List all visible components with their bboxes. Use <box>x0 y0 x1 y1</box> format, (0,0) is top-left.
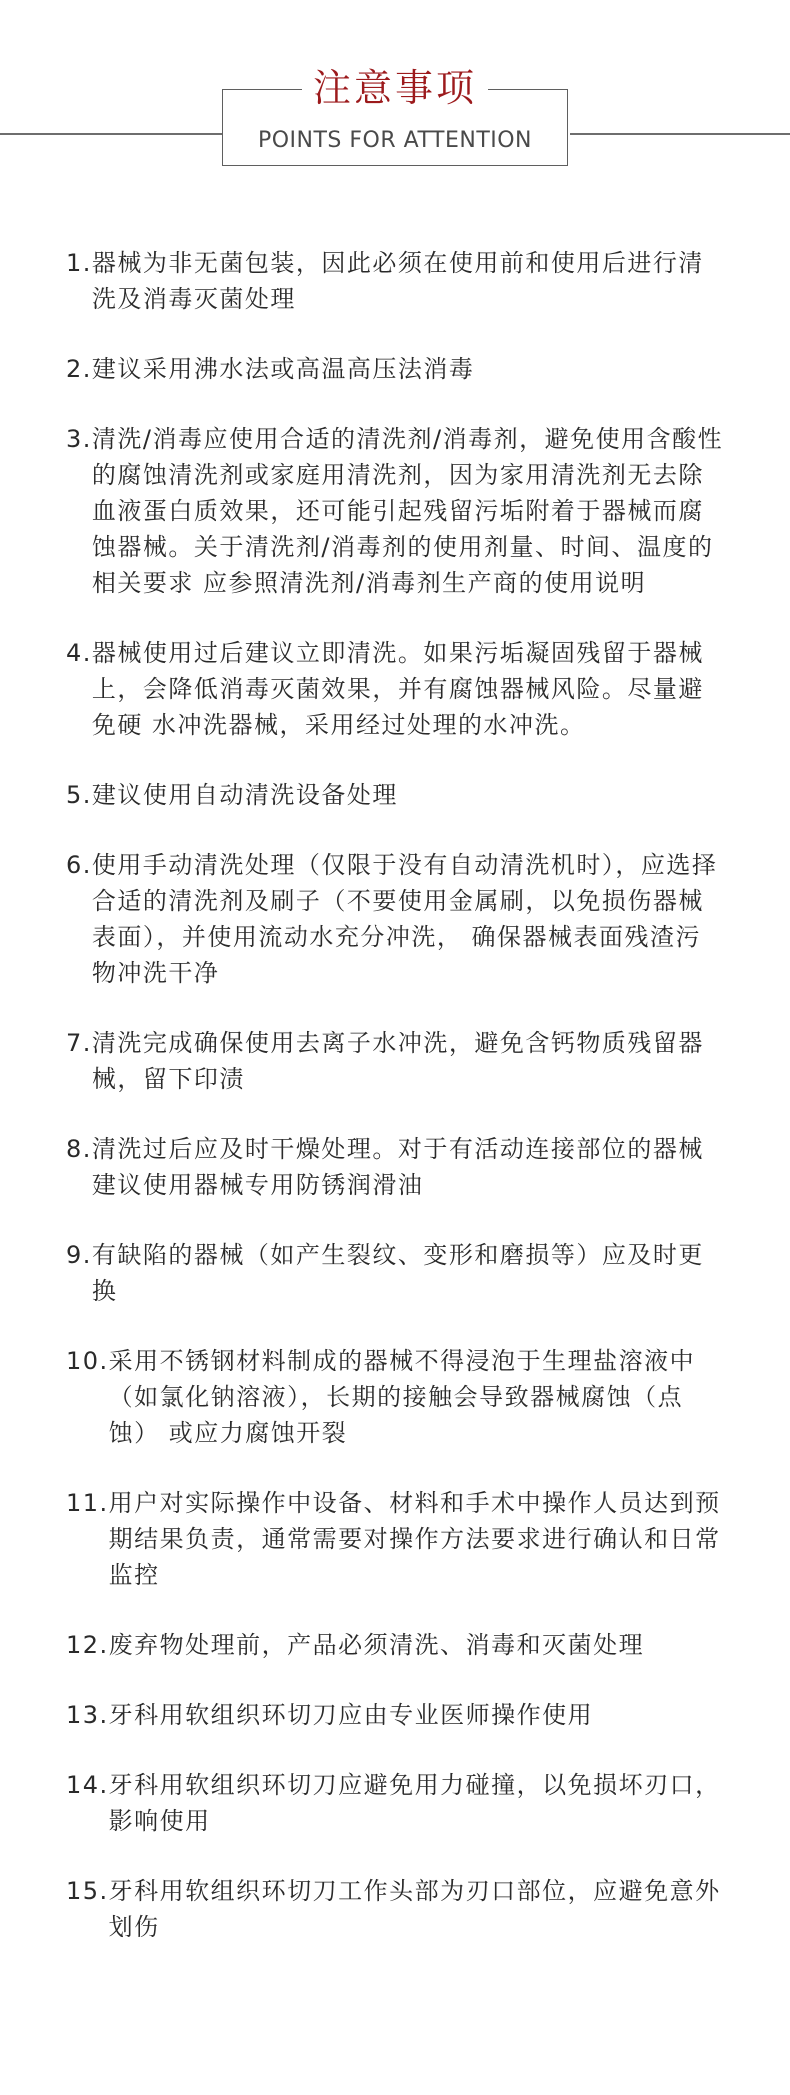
list-item <box>66 1767 726 1839</box>
list-item <box>66 1237 726 1309</box>
item-number: 8. <box>66 1135 92 1163</box>
attention-list <box>66 245 726 1979</box>
item-text: 牙科用软组织环切刀应由专业医师操作使用 <box>108 1701 594 1729</box>
list-item <box>66 1485 726 1593</box>
list-item <box>66 351 726 387</box>
item-text: 清洗/消毒应使用合适的清洗剂/消毒剂，避免使用含酸性的腐蚀清洗剂或家庭用清洗剂，因为家用清洗剂无去除血液蛋白质效果，还可能引起残留污垢附着于器械而腐蚀器械。关于清洗剂/消毒剂的使用剂量、时间、温度的相关要求 应参照清洗剂/消毒剂生产商的使用说明 <box>91 425 724 597</box>
list-item <box>66 1025 726 1097</box>
list-item <box>66 1343 726 1451</box>
list-item <box>66 1627 726 1663</box>
item-number: 14. <box>66 1771 109 1799</box>
list-item <box>66 1131 726 1203</box>
item-text: 建议使用自动清洗设备处理 <box>91 781 398 809</box>
item-number: 4. <box>66 639 92 667</box>
list-item <box>66 1697 726 1733</box>
item-text: 器械为非无菌包装，因此必须在使用前和使用后进行清洗及消毒灭菌处理 <box>91 249 704 313</box>
header <box>0 0 790 180</box>
item-number: 15. <box>66 1877 109 1905</box>
item-number: 5. <box>66 781 92 809</box>
list-item <box>66 777 726 813</box>
item-text: 清洗完成确保使用去离子水冲洗，避免含钙物质残留器械，留下印渍 <box>91 1029 704 1093</box>
item-number: 13. <box>66 1701 109 1729</box>
item-text: 建议采用沸水法或高温高压法消毒 <box>91 355 475 383</box>
item-text: 废弃物处理前，产品必须清洗、消毒和灭菌处理 <box>108 1631 645 1659</box>
item-number: 11. <box>66 1489 109 1517</box>
list-item <box>66 847 726 991</box>
item-text: 采用不锈钢材料制成的器械不得浸泡于生理盐溶液中（如氯化钠溶液），长期的接触会导致器械腐蚀（点蚀） 或应力腐蚀开裂 <box>108 1347 696 1447</box>
item-number: 2. <box>66 355 92 383</box>
list-item <box>66 635 726 743</box>
item-number: 6. <box>66 851 92 879</box>
item-number: 7. <box>66 1029 92 1057</box>
item-number: 1. <box>66 249 92 277</box>
item-text: 清洗过后应及时干燥处理。对于有活动连接部位的器械建议使用器械专用防锈润滑油 <box>91 1135 704 1199</box>
item-text: 牙科用软组织环切刀工作头部为刃口部位，应避免意外划伤 <box>108 1877 721 1941</box>
item-number: 3. <box>66 425 92 453</box>
list-item <box>66 421 726 601</box>
list-item <box>66 245 726 317</box>
list-item <box>66 1873 726 1945</box>
item-number: 9. <box>66 1241 92 1269</box>
item-number: 12. <box>66 1631 109 1659</box>
item-text: 使用手动清洗处理（仅限于没有自动清洗机时），应选择合适的清洗剂及刷子（不要使用金属刷，以免损伤器械表面），并使用流动水充分冲洗， 确保器械表面残渣污物冲洗干净 <box>91 851 718 987</box>
item-text: 牙科用软组织环切刀应避免用力碰撞，以免损坏刃口，影响使用 <box>108 1771 721 1835</box>
item-text: 器械使用过后建议立即清洗。如果污垢凝固残留于器械上，会降低消毒灭菌效果，并有腐蚀器械风险。尽量避免硬 水冲洗器械，采用经过处理的水冲洗。 <box>91 639 704 739</box>
item-text: 用户对实际操作中设备、材料和手术中操作人员达到预期结果负责，通常需要对操作方法要求进行确认和日常监控 <box>108 1489 721 1589</box>
item-text: 有缺陷的器械（如产生裂纹、变形和磨损等）应及时更换 <box>91 1241 704 1305</box>
page-title: 注意事项 <box>312 66 477 110</box>
page-subtitle: POINTS FOR ATTENTION <box>257 128 533 153</box>
item-number: 10. <box>66 1347 109 1375</box>
